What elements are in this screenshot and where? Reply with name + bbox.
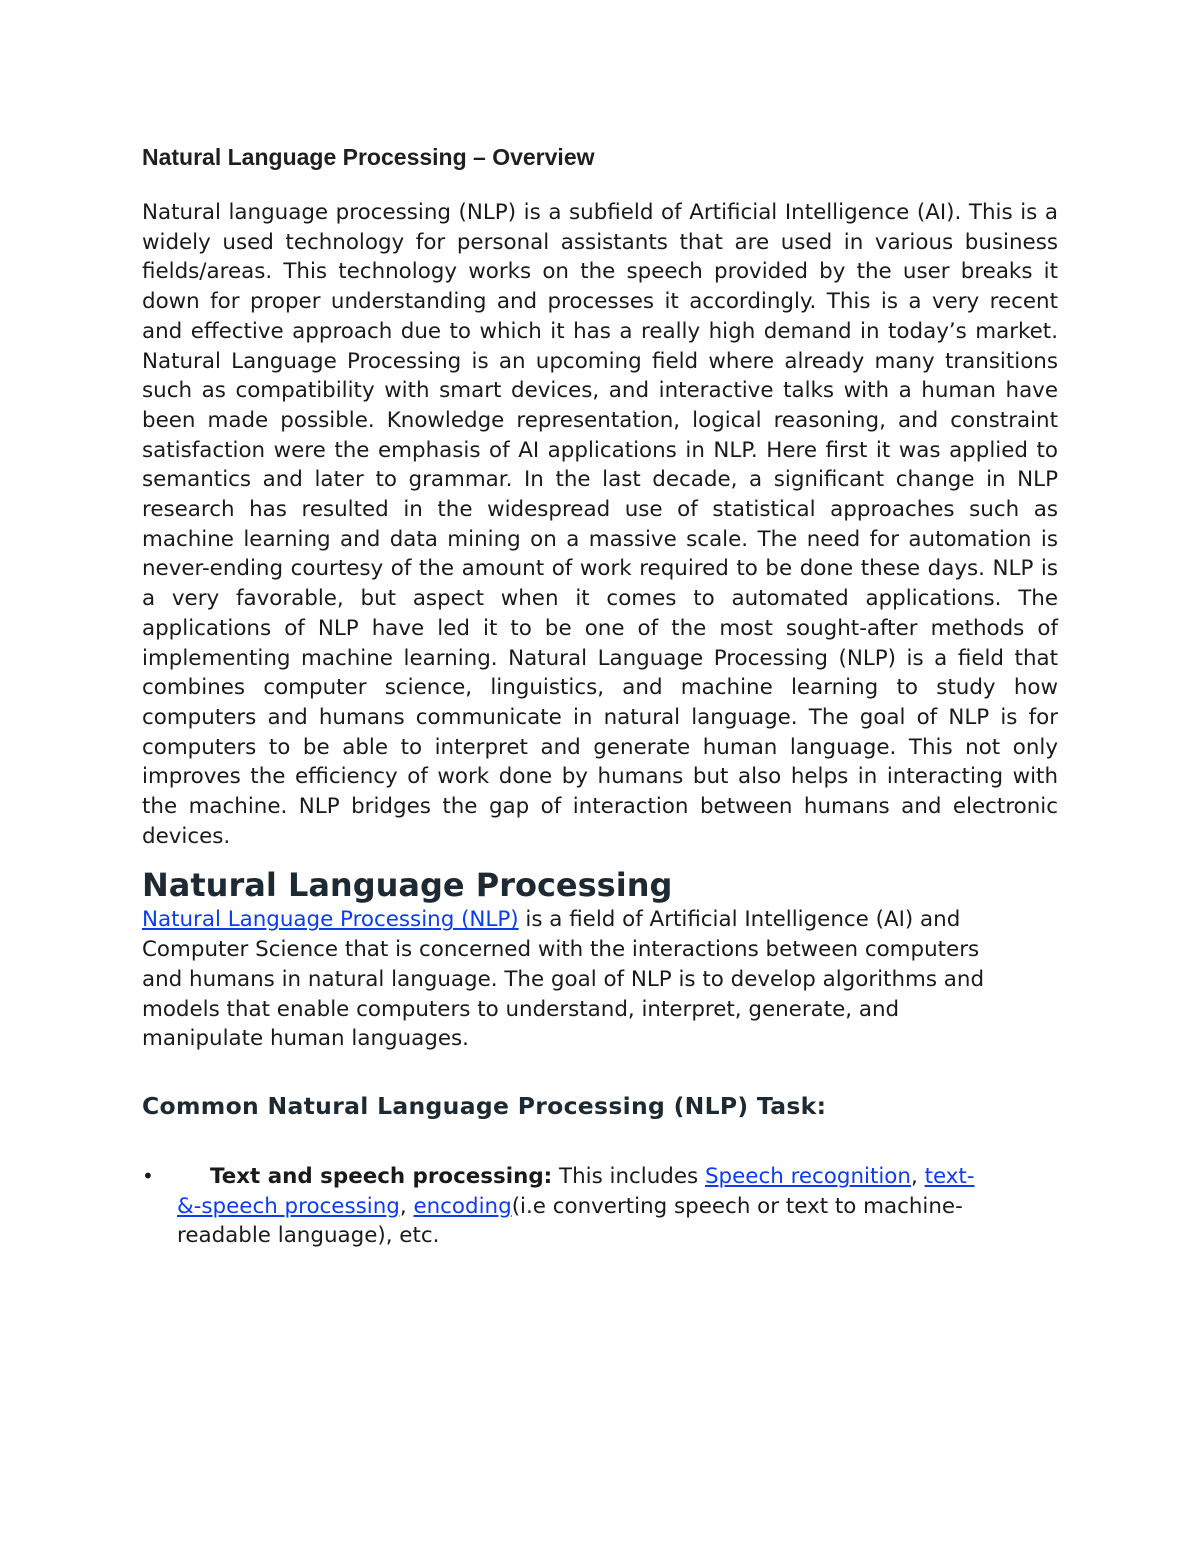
bullet-sep-1: , bbox=[910, 1163, 925, 1189]
document-title: Natural Language Processing – Overview bbox=[142, 144, 595, 170]
text-speech-processing-link[interactable]: text-&-speech processing bbox=[177, 1163, 975, 1219]
bullet-sep-2: , bbox=[399, 1193, 414, 1219]
bullet-label: Text and speech processing: bbox=[210, 1163, 553, 1189]
encoding-link[interactable]: encoding bbox=[413, 1193, 512, 1219]
list-item bbox=[142, 1162, 997, 1251]
task-list bbox=[142, 1162, 1058, 1251]
overview-paragraph: Natural language processing (NLP) is a subfield of Artificial Intelligence (AI). This is a widely used technology for personal assistants that are used in various business fields/areas. This technology works on the speech provided by the user breaks it down for proper understanding and processes it accordingly. This is a very recent and effective approach due to which it has a really high demand in today’s market. Natural Language Processing is an upcoming field where already many transitions such as compatibility with smart devices, and interactive talks with a human have been made possible. Knowledge representation, logical reasoning, and constraint satisfaction were the emphasis of AI applications in NLP. Here first it was applied to semantics and later to grammar. In the last decade, a significant change in NLP research has resulted in the widespread use of statistical approaches such as machine learning and data mining on a massive scale. The need for automation is never-ending courtesy of the amount of work required to be done these days. NLP is a very favorable, but aspect when it comes to automated applications. The applications of NLP have led it to be one of the most sought-after methods of implementing machine learning. Natural Language Processing (NLP) is a field that combines computer science, linguistics, and machine learning to study how computers and humans communicate in natural language. The goal of NLP is for computers to be able to interpret and generate human language. This not only improves the efficiency of work done by humans but also helps in interacting with the machine. NLP bridges the gap of interaction between humans and electronic devices. bbox=[142, 200, 1058, 849]
intro-text: is a field of Artificial Intelligence (AI) and Computer Science that is concerned with the interactions between computers and humans in natural language. The goal of NLP is to develop algorithms and models that enable computers to understand, interpret, generate, and manipulate human languages. bbox=[142, 907, 985, 1052]
bullet-text-after: (i.e converting speech or text to machine-readable language), etc. bbox=[177, 1193, 963, 1249]
bullet-icon: • bbox=[142, 1163, 154, 1188]
nlp-link[interactable]: Natural Language Processing (NLP) bbox=[142, 907, 519, 933]
tasks-subheading: Common Natural Language Processing (NLP) Task: bbox=[142, 1091, 827, 1120]
bullet-text-before: This includes bbox=[552, 1163, 705, 1189]
section-heading: Natural Language Processing bbox=[142, 866, 673, 905]
document-content bbox=[142, 140, 1058, 1251]
speech-recognition-link[interactable]: Speech recognition bbox=[704, 1163, 911, 1189]
intro-paragraph bbox=[142, 905, 1022, 1054]
